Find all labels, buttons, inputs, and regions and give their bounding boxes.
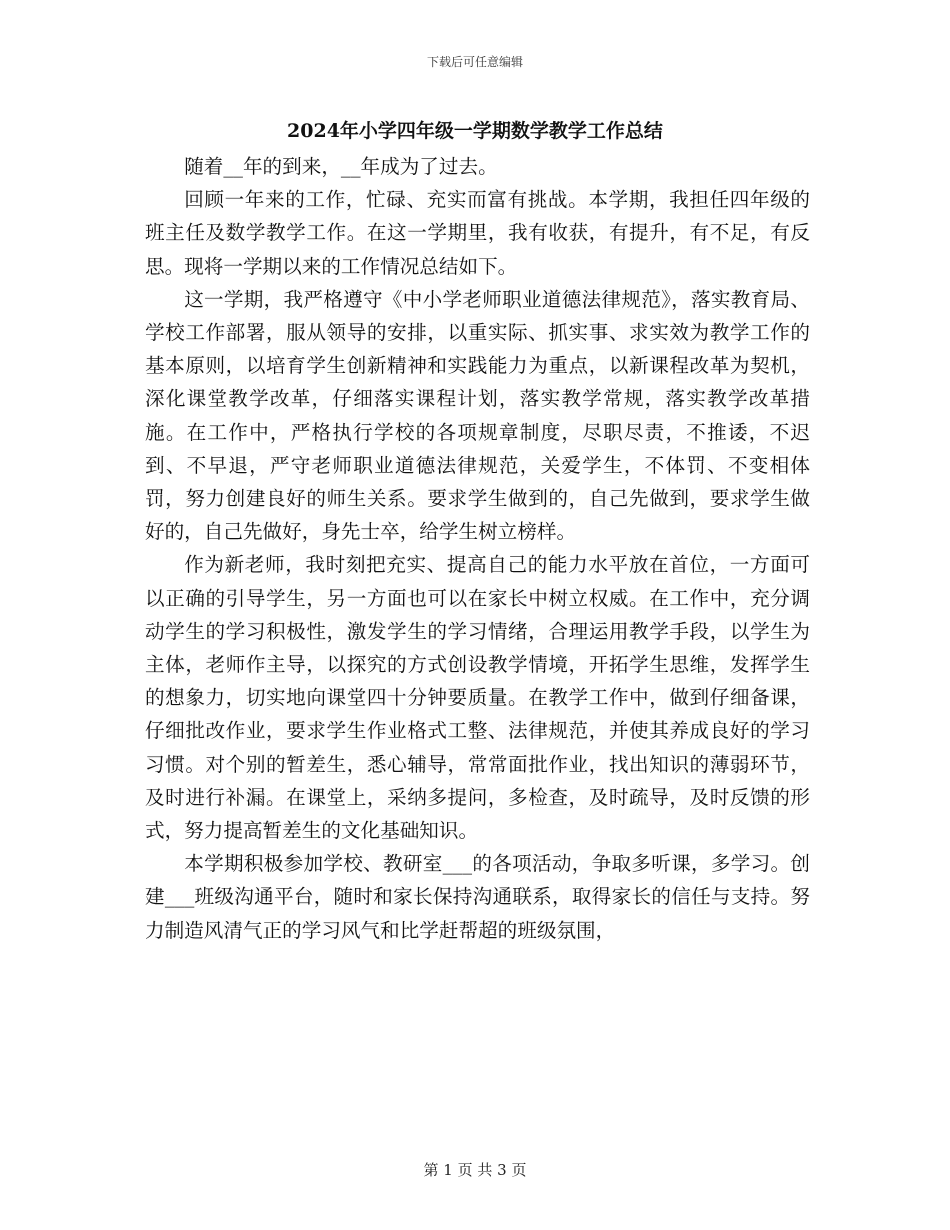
document-body	[145, 150, 810, 947]
page-header-note: 下载后可任意编辑	[426, 55, 523, 69]
paragraph: 作为新老师，我时刻把充实、提高自己的能力水平放在首位，一方面可以正确的引导学生，另一方面也可以在家长中树立权威。在工作中，充分调动学生的学习积极性，激发学生的学习情绪，合理运用教学手段，以学生为主体，老师作主导，以探究的方式创设教学情境，开拓学生思维，发挥学生的想象力，切实地向课堂四十分钟要质量。在教学工作中，做到仔细备课，仔细批改作业，要求学生作业格式工整、法律规范，并使其养成良好的学习习惯。对个别的暂差生，悉心辅导，常常面批作业，找出知识的薄弱环节，及时进行补漏。在课堂上，采纳多提问，多检查，及时疏导，及时反馈的形式，努力提高暂差生的文化基础知识。	[145, 553, 810, 843]
paragraph: 回顾一年来的工作，忙碌、充实而富有挑战。本学期，我担任四年级的班主任及数学教学工作。在这一学期里，我有收获，有提升，有不足，有反思。现将一学期以来的工作情况总结如下。	[145, 188, 810, 278]
paragraph: 随着__年的到来，__年成为了过去。	[184, 155, 498, 178]
document-title: 2024年小学四年级一学期数学教学工作总结	[287, 120, 663, 142]
page-number: 第 1 页 共 3 页	[423, 1161, 527, 1179]
paragraph: 本学期积极参加学校、教研室___的各项活动，争取多听课，多学习。创建___班级沟通平台，随时和家长保持沟通联系，取得家长的信任与支持。努力制造风清气正的学习风气和比学赶帮超的班级氛围，	[145, 852, 810, 942]
paragraph: 这一学期，我严格遵守《中小学老师职业道德法律规范》，落实教育局、学校工作部署，服从领导的安排，以重实际、抓实事、求实效为教学工作的基本原则，以培育学生创新精神和实践能力为重点，以新课程改革为契机，深化课堂教学改革，仔细落实课程计划，落实教学常规，落实教学改革措施。在工作中，严格执行学校的各项规章制度，尽职尽责，不推诿，不迟到、不早退，严守老师职业道德法律规范，关爱学生，不体罚、不变相体罚，努力创建良好的师生关系。要求学生做到的，自己先做到，要求学生做好的，自己先做好，身先士卒，给学生树立榜样。	[145, 287, 810, 544]
